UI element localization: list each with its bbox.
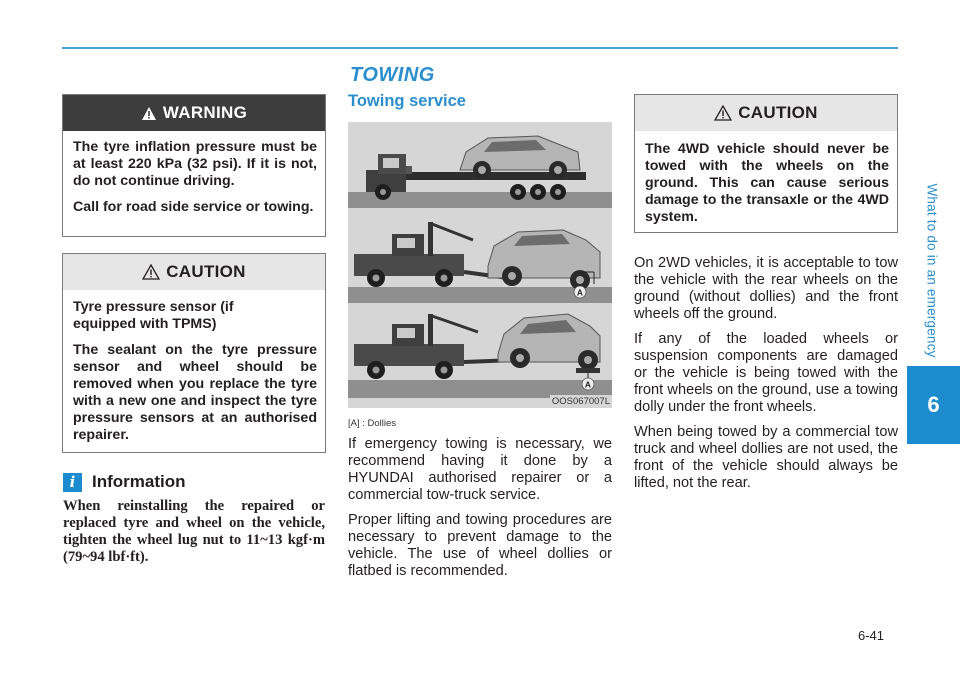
- top-rule: [62, 47, 898, 49]
- right-paragraph-3: When being towed by a commercial tow truck and wheel dollies are not used, the front of the vehicle should always be lifted, not the rear.: [634, 424, 898, 491]
- information-heading: [63, 472, 186, 492]
- dolly-callout-2: [582, 373, 594, 390]
- right-column-text: [634, 255, 898, 492]
- section-title: TOWING: [350, 64, 435, 86]
- caution-4wd-text: The 4WD vehicle should never be towed with the wheels on the ground. This can cause serious damage to the transaxle or the 4WD system.: [645, 141, 889, 225]
- towing-service-subtitle: Towing service: [348, 92, 466, 110]
- chapter-number-tab: 6: [907, 366, 960, 444]
- caution-tpms-box: [62, 253, 326, 453]
- caution-4wd-label: CAUTION: [738, 103, 818, 122]
- wheel-lift-tow-truck-rear: [354, 314, 514, 379]
- information-label: Information: [92, 472, 186, 491]
- figure-caption: [A] : Dollies: [348, 418, 397, 429]
- caution-triangle-icon: [142, 264, 160, 280]
- right-paragraph-2: If any of the loaded wheels or suspension components are damaged or the vehicle is being towed with the front wheels on the ground, use a towing dolly under the front wheels.: [634, 331, 898, 415]
- caution-tpms-subject: Tyre pressure sensor (if equipped with TPMS): [73, 299, 234, 332]
- caution-triangle-icon: [714, 105, 732, 121]
- info-icon: i: [63, 473, 82, 492]
- towed-suv-middle: [488, 230, 600, 290]
- dolly-label-1: A: [576, 287, 584, 298]
- caution-tpms-header: [63, 254, 325, 290]
- warning-paragraph-2: Call for road side service or towing.: [73, 199, 314, 215]
- towing-paragraph-1: If emergency towing is necessary, we recommend having it done by a HYUNDAI authorised repairer or a commercial tow-truck service.: [348, 436, 612, 503]
- caution-tpms-label: CAUTION: [166, 262, 246, 281]
- wheel-lift-tow-truck-front: [354, 222, 508, 287]
- towing-text: [348, 436, 612, 580]
- warning-box: [62, 94, 326, 237]
- towed-suv-bottom: [498, 314, 600, 373]
- caution-4wd-header: [635, 95, 897, 131]
- warning-label: WARNING: [162, 103, 248, 122]
- dolly-label-2: A: [584, 379, 592, 390]
- caution-tpms-text: The sealant on the tyre pressure sensor and wheel should be removed when you replace the tyre with a new one and inspect the tyre pressure sensors at an authorised repairer.: [73, 342, 317, 443]
- towing-illustration: [348, 122, 612, 408]
- caution-4wd-box: [634, 94, 898, 233]
- information-text: When reinstalling the repaired or replaced tyre and wheel on the vehicle, tighten the wheel lug nut to 11~13 kgf·m (79~94 lbf·ft).: [63, 498, 325, 565]
- page-number: 6-41: [858, 628, 885, 643]
- towing-methods-drawing: [348, 122, 612, 408]
- caution-tpms-body: [63, 290, 325, 452]
- figure-code: OOS067007L: [551, 396, 610, 407]
- right-paragraph-1: On 2WD vehicles, it is acceptable to tow the vehicle with the rear wheels on the ground (without dollies) and the front wheels off the ground.: [634, 255, 898, 322]
- chapter-side-title: What to do in an emergency: [924, 182, 940, 358]
- warning-header: [63, 95, 325, 131]
- warning-triangle-icon: [141, 106, 157, 121]
- warning-body: [63, 131, 325, 224]
- towing-paragraph-2: Proper lifting and towing procedures are necessary to prevent damage to the vehicle. The use of wheel dollies or flatbed is recommended.: [348, 512, 612, 579]
- caution-4wd-body: [635, 131, 897, 234]
- warning-paragraph-1: The tyre inflation pressure must be at least 220 kPa (32 psi). If it is not, do not continue driving.: [73, 139, 317, 189]
